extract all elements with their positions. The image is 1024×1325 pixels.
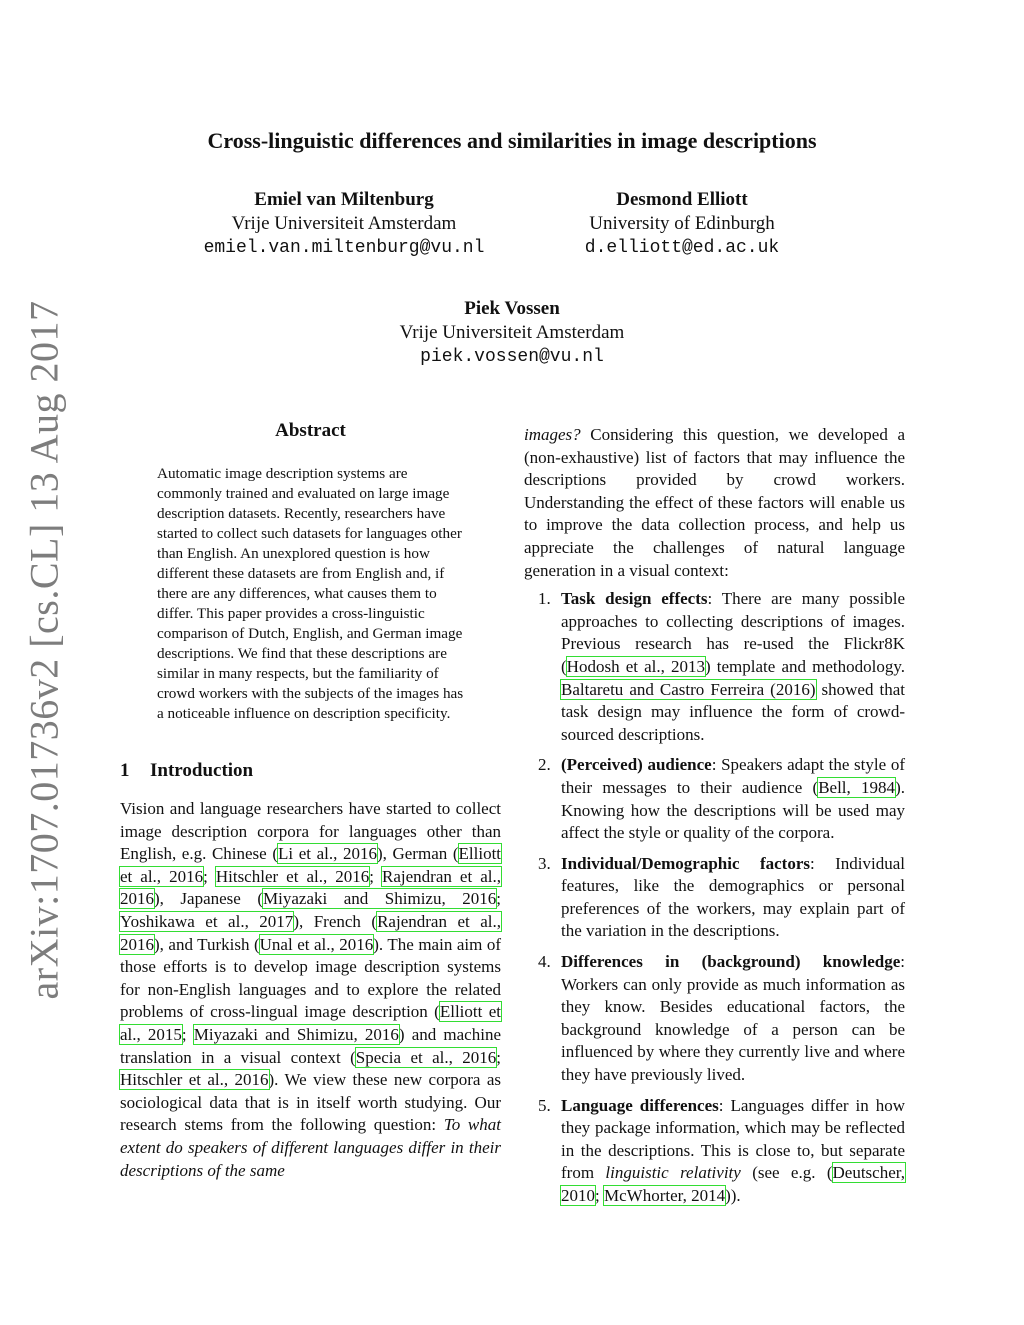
author-email[interactable]: d.elliott@ed.ac.uk	[584, 238, 780, 258]
list-item: 1. Task design effects: There are many possible approaches to collecting descriptions of images. Previous research has re-used the Flickr8K (Hodosh et al., 2013) template and methodology. Baltaretu and Castro Ferreira (2016) showed that task design may influence the form of crowd-sourced descriptions.	[538, 589, 905, 744]
list-item: 5. Language differences: Languages differ in how they package information, which may be reflected in the descriptions. This is close to, but separate from linguistic relativity (see e.g. (Deutscher, 2010; McWhorter, 2014)).	[538, 1095, 905, 1205]
abstract-text: Automatic image description systems are commonly trained and evaluated on large image description datasets. Recently, researchers have started to collect such datasets for languages other than English. An unexplored question is how different these datasets are from English and, if there are any differences, what causes them to differ. This paper provides a cross-linguistic comparison of Dutch, English, and German image descriptions. We find that these descriptions are similar in many respects, but the familiarity of crowd workers with the subjects of the images has a noticeable influence on description specificity.	[157, 465, 464, 722]
citation-link[interactable]: Rajendran et al., 2016	[120, 866, 501, 909]
factor-term: Individual/Demographic factors	[561, 853, 810, 873]
author-3	[352, 297, 672, 369]
citation-link[interactable]: Hodosh et al., 2013	[566, 656, 705, 676]
factor-term: Language differences	[561, 1095, 719, 1115]
author-name: Desmond Elliott	[616, 189, 748, 210]
citation-link[interactable]: Elliott et al., 2016	[120, 844, 502, 886]
author-name: Emiel van Miltenburg	[254, 189, 434, 210]
author-2	[552, 188, 812, 260]
citation-link[interactable]: Deutscher, 2010	[561, 1163, 905, 1205]
author-1	[184, 188, 504, 260]
author-affiliation: Vrije Universiteit Amsterdam	[231, 213, 457, 234]
list-item: 3. Individual/Demographic factors: Individual features, like the demographics or personal preferences of the workers, may explain part of the variation in the descriptions.	[538, 853, 905, 941]
citation-link[interactable]: Hitschler et al., 2016	[120, 1070, 269, 1090]
citation-link[interactable]: Specia et al., 2016	[355, 1047, 497, 1067]
section-number: 1	[120, 760, 130, 781]
intro-paragraph: Vision and language researchers have started to collect image description corpora for languages other than English, e.g. Chinese (Li et al., 2016), German (Elliott et al., 2016; Hitschler et al., 2016; Rajendran et al., 2016), Japanese (Miyazaki and Shimizu, 2016; Yoshikawa et al., 2017), French (Rajendran et al., 2016), and Turkish (Unal et al., 2016). The main aim of those efforts is to develop image description systems for non-English languages and to explore the related problems of cross-lingual image description (Elliott et al., 2015; Miyazaki and Shimizu, 2016) and machine translation in a visual context (Specia et al., 2016; Hitschler et al., 2016). We view these new corpora as sociological data that is in itself worth studying. Our research stems from the following question: To what extent do speakers of different languages differ in their descriptions of the same	[120, 799, 502, 1180]
intro-paragraph-continued: images? Considering this question, we developed a (non-exhaustive) list of factors that may influence the descriptions provided by crowd workers. Understanding the effect of these factors will enable us to improve the data collection process, and help us appreciate the challenges of natural language generation in a visual context:	[524, 425, 905, 580]
author-affiliation: Vrije Universiteit Amsterdam	[399, 322, 625, 343]
citation-link[interactable]: Miyazaki and Shimizu, 2016	[263, 889, 497, 909]
citation-link[interactable]: Bell, 1984	[818, 777, 896, 797]
left-column	[120, 420, 501, 1182]
list-item: 4. Differences in (background) knowledge: Workers can only provide as much information as they know. Besides educational factors, the background knowledge of a person can be influenced by where they currently live and where they have previously lived.	[538, 952, 905, 1085]
arxiv-stamp: arXiv:1707.01736v2 [cs.CL] 13 Aug 2017	[21, 300, 67, 1000]
right-column	[524, 424, 905, 1216]
citation-link[interactable]: Elliott et al., 2015	[120, 1002, 501, 1044]
citation-link[interactable]: McWhorter, 2014	[603, 1186, 726, 1205]
citation-link[interactable]: Rajendran et al., 2016	[120, 911, 501, 954]
citation-link[interactable]: Li et al., 2016	[278, 844, 377, 864]
research-question: To what extent do speakers of different languages differ in their descriptions of the same	[120, 1115, 501, 1180]
author-name: Piek Vossen	[464, 298, 560, 319]
italic-term: linguistic relativity	[605, 1163, 741, 1183]
abstract-heading: Abstract	[275, 420, 346, 441]
citation-link[interactable]: Yoshikawa et al., 2017	[120, 911, 294, 931]
section-heading	[120, 760, 501, 782]
list-item: 2. (Perceived) audience: Speakers adapt the style of their messages to their audience (Bell, 1984). Knowing how the descriptions will be used may affect the style or quality of the corpora.	[538, 755, 905, 843]
section-title: Introduction	[150, 760, 254, 781]
paper-title: Cross-linguistic differences and similarities in image descriptions	[207, 128, 817, 153]
author-affiliation: University of Edinburgh	[589, 213, 775, 234]
citation-link[interactable]: Hitschler et al., 2016	[215, 866, 370, 886]
author-email[interactable]: piek.vossen@vu.nl	[420, 347, 604, 367]
citation-link[interactable]: Unal et al., 2016	[259, 934, 374, 954]
factor-term: Task design effects	[561, 589, 708, 609]
research-question-end: images?	[524, 425, 581, 444]
factor-list	[524, 588, 905, 1207]
citation-link[interactable]: Miyazaki and Shimizu, 2016	[193, 1024, 399, 1044]
factor-term: (Perceived) audience	[561, 755, 712, 775]
author-email[interactable]: emiel.van.miltenburg@vu.nl	[203, 238, 485, 258]
citation-link[interactable]: Baltaretu and Castro Ferreira (2016)	[561, 679, 816, 699]
factor-term: Differences in (background) knowledge	[561, 952, 901, 972]
